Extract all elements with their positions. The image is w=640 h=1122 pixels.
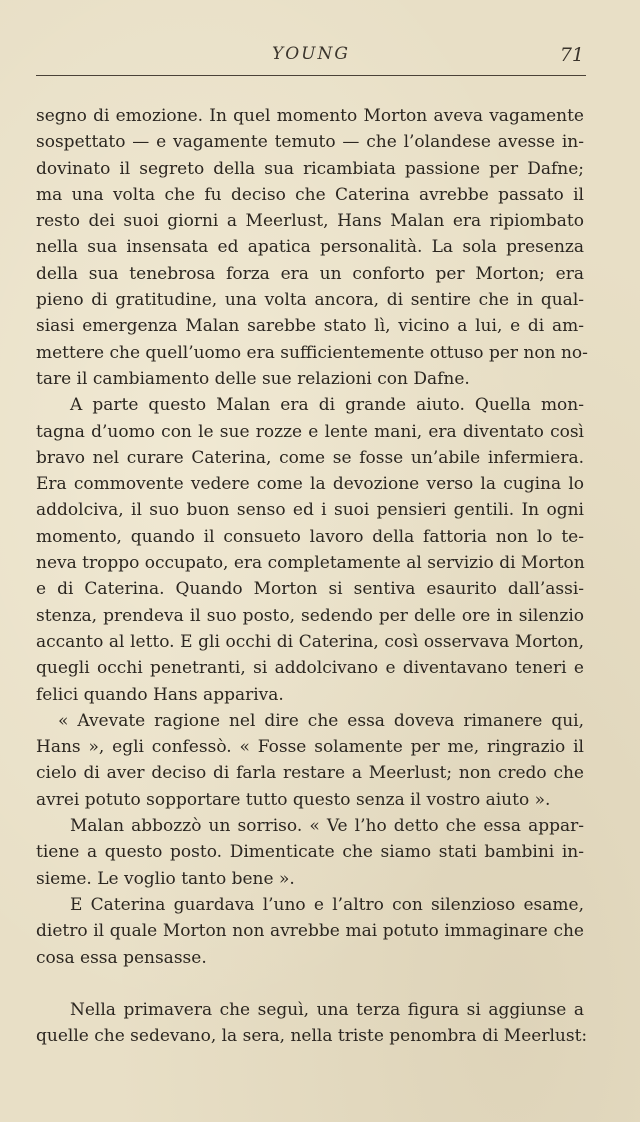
text-line: Hans », egli confessò. « Fosse solamente per me, ringrazio il — [36, 737, 584, 758]
text-line: resto dei suoi giorni a Meerlust, Hans Malan era ripiombato — [36, 211, 584, 232]
text-line: bravo nel curare Caterina, come se fosse un’abile infermiera. — [36, 447, 584, 468]
text-line: nella sua insensata ed apatica personalità. La sola presenza — [36, 237, 584, 258]
text-line: mettere che quell’uomo era sufficientemente ottuso per non no- — [36, 342, 588, 363]
text-line: siasi emergenza Malan sarebbe stato lì, vicino a lui, e di am- — [36, 316, 584, 337]
text-line: stenza, prendeva il suo posto, sedendo per delle ore in silenzio — [36, 605, 584, 626]
text-line: avrei potuto sopportare tutto questo senza il vostro aiuto ». — [36, 789, 551, 810]
text-line: cosa essa pensasse. — [36, 947, 207, 968]
text-line: pieno di gratitudine, una volta ancora, di sentire che in qual- — [36, 290, 584, 311]
text-line: quegli occhi penetranti, si addolcivano e diventavano teneri e — [36, 658, 584, 679]
text-line: Nella primavera che seguì, una terza figura si aggiunse a — [70, 999, 584, 1020]
text-line: « Avevate ragione nel dire che essa doveva rimanere qui, — [58, 710, 584, 731]
text-line: Era commovente vedere come la devozione verso la cugina lo — [36, 474, 584, 495]
text-line: dovinato il segreto della sua ricambiata passione per Dafne; — [36, 158, 584, 179]
text-line: accanto al letto. E gli occhi di Caterina, così osservava Morton, — [36, 631, 584, 652]
text-line: A parte questo Malan era di grande aiuto. Quella mon- — [70, 395, 584, 416]
text-line: momento, quando il consueto lavoro della fattoria non lo te- — [36, 526, 584, 547]
page-number: 71 — [559, 44, 584, 66]
text-line: della sua tenebrosa forza era un conforto per Morton; era — [36, 263, 584, 284]
text-line: neva troppo occupato, era completamente al servizio di Morton — [36, 553, 585, 574]
text-line: E Caterina guardava l’uno e l’altro con silenzioso esame, — [70, 894, 584, 915]
section-break — [36, 971, 584, 997]
text-line: tagna d’uomo con le sue rozze e lente mani, era diventato così — [36, 421, 584, 442]
text-line: felici quando Hans appariva. — [36, 684, 284, 705]
running-title: YOUNG — [272, 44, 350, 64]
text-line: quelle che sedevano, la sera, nella triste penombra di Meerlust: — [36, 1026, 588, 1047]
text-line: addolciva, il suo buon senso ed i suoi pensieri gentili. In ogni — [36, 500, 584, 521]
text-line: Malan abbozzò un sorriso. « Ve l’ho detto che essa appar- — [70, 816, 584, 837]
body-text — [36, 103, 588, 1049]
text-line: sospettato — e vagamente temuto — che l’olandese avesse in- — [36, 132, 584, 153]
text-line: segno di emozione. In quel momento Morton aveva vagamente — [36, 106, 584, 126]
text-line: sieme. Le voglio tanto bene ». — [36, 868, 295, 889]
text-line: tare il cambiamento delle sue relazioni con Dafne. — [36, 368, 470, 389]
header-rule — [36, 75, 586, 76]
text-line: e di Caterina. Quando Morton si sentiva esaurito dall’assi- — [36, 579, 584, 600]
text-line: tiene a questo posto. Dimenticate che siamo stati bambini in- — [36, 842, 584, 863]
page-header — [36, 42, 586, 82]
text-line: cielo di aver deciso di farla restare a Meerlust; non credo che — [36, 763, 584, 784]
text-line: ma una volta che fu deciso che Caterina avrebbe passato il — [36, 184, 584, 205]
text-line: dietro il quale Morton non avrebbe mai potuto immaginare che — [36, 921, 584, 942]
